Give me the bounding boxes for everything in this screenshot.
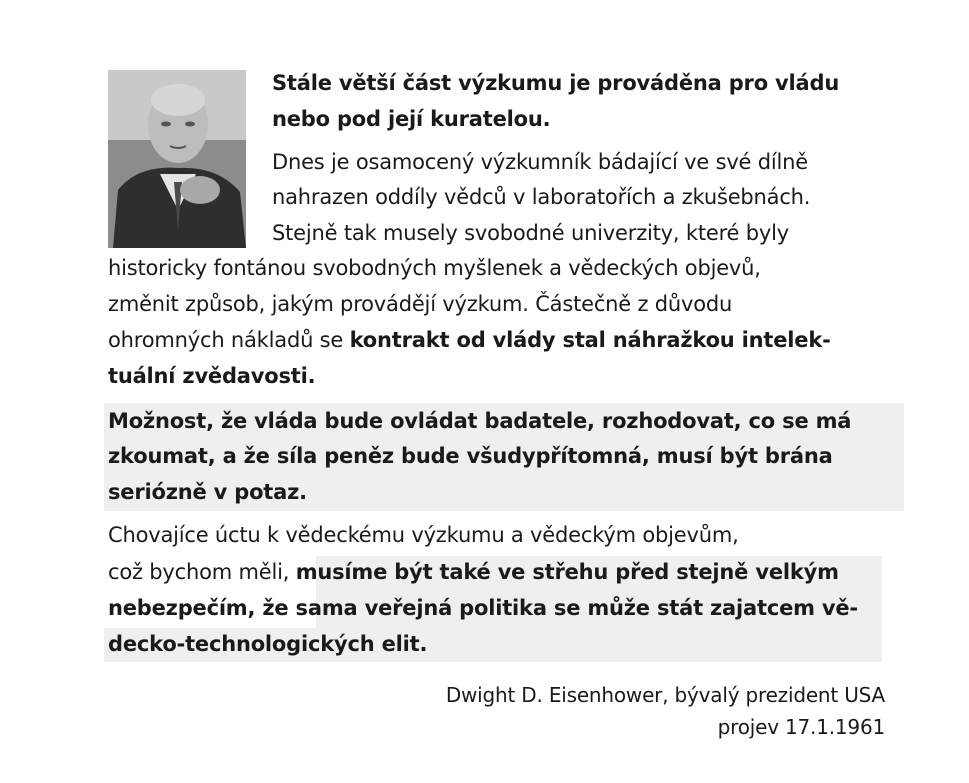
paragraph-2-line-2: zkoumat, a že síla peněz bude všudypřítomná, musí být brána xyxy=(108,444,833,468)
paragraph-1-line-1: Dnes je osamocený výzkumník bádající ve své dílně xyxy=(272,150,808,174)
paragraph-3-line-2-bold: musíme být také ve střehu před stejně velkým xyxy=(295,560,839,584)
paragraph-2-line-3: seriózně v potaz. xyxy=(108,480,307,504)
paragraph-1-line-6-normal: ohromných nákladů se xyxy=(108,328,350,352)
paragraph-1-line-6 xyxy=(108,325,831,355)
paragraph-3-line-1: Chovajíce úctu k vědeckému výzkumu a vědeckým objevům, xyxy=(108,523,739,547)
paragraph-3-line-2 xyxy=(108,557,839,587)
paragraph-1-line-5: změnit způsob, jakým provádějí výzkum. Částečně z důvodu xyxy=(108,292,733,316)
paragraph-3-line-4: decko-technologických elit. xyxy=(108,632,428,656)
paragraph-1-line-3: Stejně tak musely svobodné univerzity, které byly xyxy=(272,221,789,245)
paragraph-2-line-1: Možnost, že vláda bude ovládat badatele, rozhodovat, co se má xyxy=(108,409,852,433)
paragraph-3-line-2-normal: což bychom měli, xyxy=(108,560,296,584)
attribution-name: Dwight D. Eisenhower, bývalý prezident USA xyxy=(445,683,885,707)
paragraph-1-line-7: tuální zvědavosti. xyxy=(108,364,316,388)
portrait-icon xyxy=(108,70,246,248)
paragraph-1-line-2: nahrazen oddíly vědců v laboratořích a zkušebnách. xyxy=(272,185,811,209)
quote-heading-line-2: nebo pod její kuratelou. xyxy=(272,107,551,131)
attribution-event: projev 17.1.1961 xyxy=(717,715,885,739)
paragraph-1-line-4: historicky fontánou svobodných myšlenek a vědeckých objevů, xyxy=(108,256,761,280)
portrait-photo xyxy=(108,70,246,248)
quote-heading-line-1: Stále větší část výzkumu je prováděna pro vládu xyxy=(272,71,840,95)
paragraph-1-line-6-bold: kontrakt od vlády stal náhražkou intelek- xyxy=(349,328,831,352)
paragraph-3-line-3: nebezpečím, že sama veřejná politika se může stát zajatcem vě- xyxy=(108,596,858,620)
